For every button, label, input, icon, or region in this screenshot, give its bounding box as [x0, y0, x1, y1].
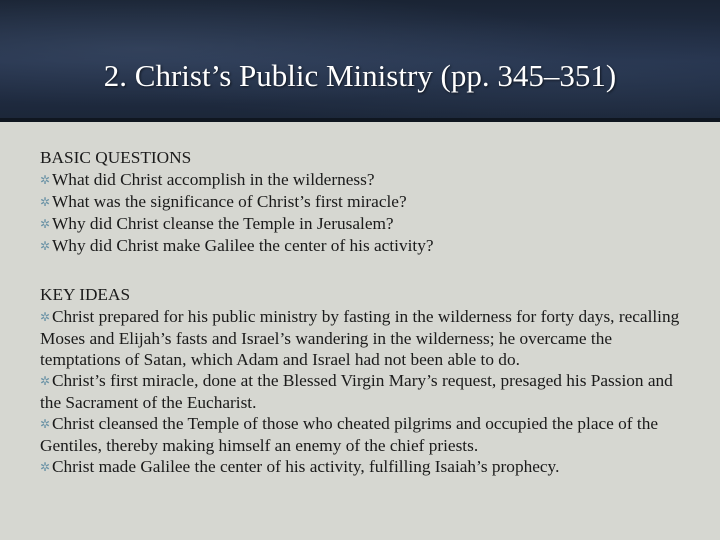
- list-item: ✲ What was the significance of Christ’s first miracle?: [40, 192, 407, 211]
- asterisk-bullet-icon: ✲: [40, 310, 51, 324]
- section-heading-basic-questions: BASIC QUESTIONS: [40, 148, 192, 167]
- asterisk-bullet-icon: ✲: [40, 195, 51, 209]
- list-item: ✲ Christ made Galilee the center of his activity, fulfilling Isaiah’s prophecy.: [40, 457, 560, 476]
- section-spacer: [40, 257, 690, 284]
- section-heading-key-ideas: KEY IDEAS: [40, 285, 131, 304]
- asterisk-bullet-icon: ✲: [40, 217, 51, 231]
- list-item: ✲ Christ prepared for his public ministry by fasting in the wilderness for forty days, recalling Moses and Elijah’s fasts and Israel’s wandering in the wilderness; he overcame the temptations of Satan, which Adam and Israel had not been able to do.: [40, 307, 680, 369]
- asterisk-bullet-icon: ✲: [40, 417, 51, 431]
- asterisk-bullet-icon: ✲: [40, 460, 51, 474]
- asterisk-bullet-icon: ✲: [40, 173, 51, 187]
- list-item: ✲ Christ’s first miracle, done at the Blessed Virgin Mary’s request, presaged his Passion and the Sacrament of the Eucharist.: [40, 371, 673, 412]
- slide-title: 2. Christ’s Public Ministry (pp. 345–351): [103, 58, 617, 93]
- list-item: ✲ Christ cleansed the Temple of those who cheated pilgrims and occupied the place of the Gentiles, thereby making himself an enemy of the chief priests.: [40, 414, 658, 455]
- asterisk-bullet-icon: ✲: [40, 374, 51, 388]
- asterisk-bullet-icon: ✲: [40, 239, 51, 253]
- list-item: ✲ Why did Christ cleanse the Temple in Jerusalem?: [40, 214, 394, 233]
- basic-questions-section: [40, 147, 690, 257]
- list-item: ✲ Why did Christ make Galilee the center of his activity?: [40, 236, 434, 255]
- key-ideas-section: [40, 284, 690, 478]
- list-item: ✲ What did Christ accomplish in the wilderness?: [40, 170, 375, 189]
- slide-body: [40, 147, 690, 478]
- title-banner: [0, 0, 720, 122]
